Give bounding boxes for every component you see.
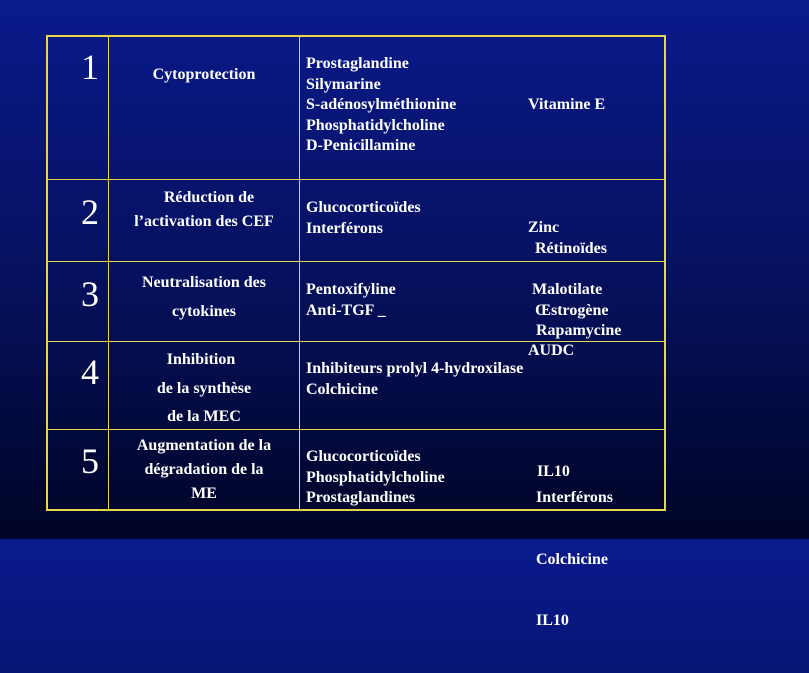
treatment-item: Colchicine (306, 380, 378, 398)
treatment-item (537, 400, 570, 421)
category-line: dégradation de la (144, 461, 264, 478)
treatment-item: Zinc (528, 219, 560, 236)
row-category (110, 268, 298, 326)
row-number: 1 (81, 47, 99, 87)
column-divider (108, 37, 109, 509)
column-divider (299, 37, 300, 509)
treatment-item: Glucocorticoïdes (306, 199, 421, 216)
treatment-item: Anti-TGF _ (306, 301, 386, 319)
category-line: de la MEC (167, 408, 241, 425)
treatment-item: Pentoxifyline (306, 281, 396, 298)
treatment-item: Malotilate (528, 280, 603, 298)
treatment-item: IL10 (537, 462, 570, 480)
treatment-list-left (306, 54, 456, 157)
category-line: Réduction de (163, 189, 255, 206)
treatment-item: Prostaglandine (306, 55, 409, 72)
treatment-item: Rétinoïdes (535, 240, 607, 257)
treatment-item: AUDC (528, 342, 575, 359)
category-line: Neutralisation des (142, 274, 266, 291)
treatment-item: Colchicine (536, 550, 608, 568)
row-category (110, 346, 298, 432)
category-line: de la synthèse (156, 379, 252, 397)
treatment-item (528, 157, 605, 178)
treatment-item: D-Penicillamine (306, 137, 416, 154)
treatment-list-left (306, 447, 445, 509)
row-category (110, 186, 298, 234)
treatment-item: Interférons (536, 489, 614, 506)
treatment-item: Phosphatidylcholine (306, 468, 445, 486)
treatment-list-right (536, 447, 613, 673)
category-line: Inhibition (166, 351, 236, 368)
treatment-item: Glucocorticoïdes (306, 448, 421, 465)
treatment-item: S-adénosylméthionine (306, 96, 457, 113)
row-category (110, 66, 298, 84)
treatment-list-left (306, 198, 421, 239)
treatment-item: Œstrogène (535, 301, 609, 319)
treatment-item: IL10 (536, 612, 569, 629)
treatment-item: Phosphatidylcholine (306, 116, 445, 134)
treatment-table (46, 35, 666, 629)
category-line: Augmentation de la (136, 437, 272, 454)
treatment-list-left (306, 359, 523, 400)
row-number: 2 (81, 192, 99, 232)
treatment-item: Inhibiteurs prolyl 4-hydroxilase (306, 360, 524, 377)
treatment-item: Vitamine E (528, 96, 606, 113)
row-number: 5 (81, 441, 99, 481)
row-number: 3 (81, 274, 99, 314)
treatment-item: Silymarine (306, 75, 381, 93)
row-category (110, 434, 298, 506)
treatment-list-left (306, 280, 396, 321)
treatment-item: Rapamycine (536, 322, 622, 339)
treatment-item: Prostaglandines (306, 489, 416, 506)
category-line: cytokines (172, 303, 236, 320)
row-number: 4 (81, 352, 99, 392)
category-line: Cytoprotection (152, 66, 256, 83)
treatment-item: Interférons (306, 219, 384, 237)
category-line: l’activation des CEF (134, 213, 274, 230)
category-line: ME (191, 485, 217, 502)
